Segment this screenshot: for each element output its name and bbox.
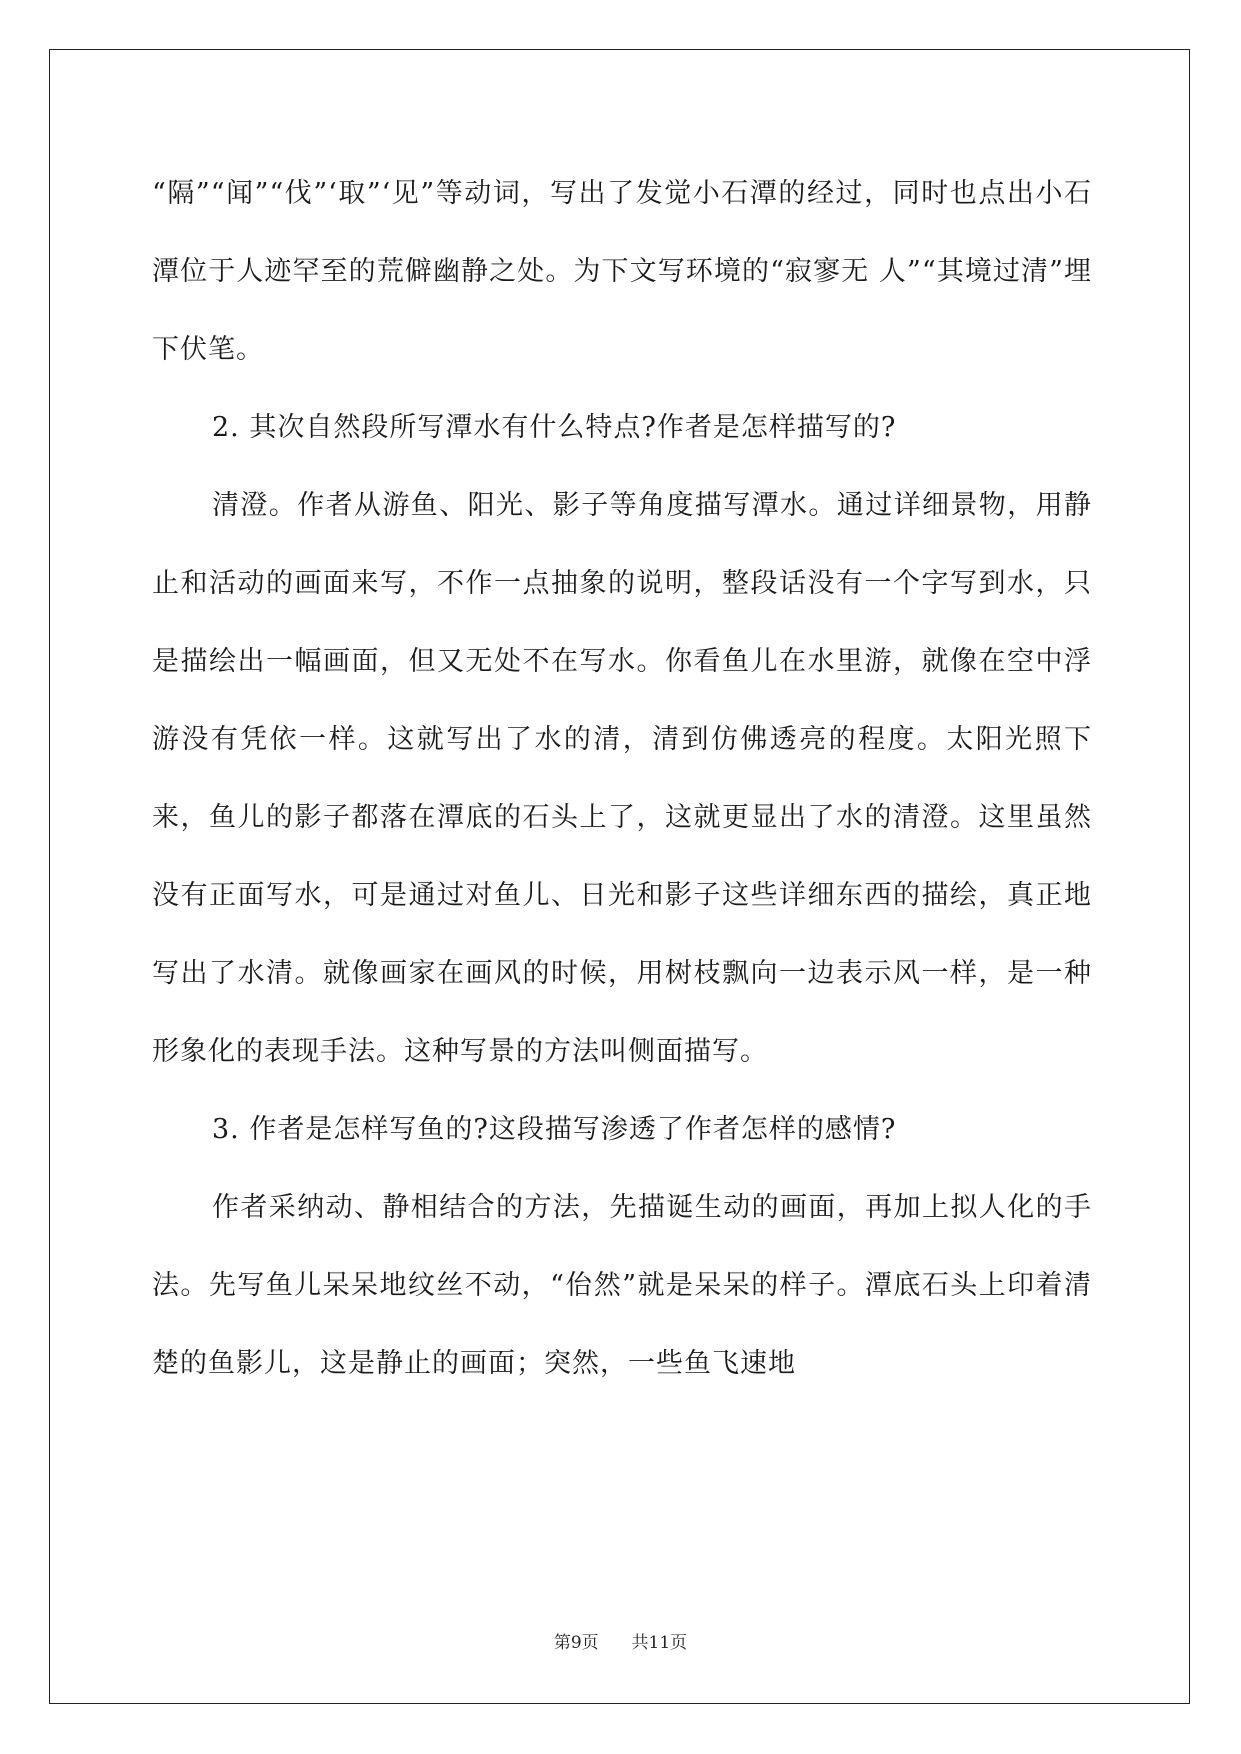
page-total: 共11页: [631, 1633, 688, 1653]
page-number: 第9页: [553, 1633, 599, 1653]
answer-2: 清澄。作者从游鱼、阳光、影子等角度描写潭水。通过详细景物，用静止和活动的画面来写，不作一点抽象的说明，整段话没有一个字写到水，只是描绘出一幅画面，但又无处不在写水。你看鱼儿在水里游，就像在空中浮游没有凭依一样。这就写出了水的清，清到仿佛透亮的程度。太阳光照下来，鱼儿的影子都落在潭底的石头上了，这就更显出了水的清澄。这里虽然没有正面写水，可是通过对鱼儿、日光和影子这些详细东西的描绘，真正地写出了水清。就像画家在画风的时候，用树枝飘向一边表示风一样，是一种形象化的表现手法。这种写景的方法叫侧面描写。: [152, 490, 1092, 1067]
page-footer: [0, 1628, 1241, 1653]
answer-3: 作者采纳动、静相结合的方法，先描诞生动的画面，再加上拟人化的手法。先写鱼儿呆呆地纹丝不动，“佁然”就是呆呆的样子。潭底石头上印着清楚的鱼影儿，这是静止的画面；突然，一些鱼飞速地: [152, 1192, 1092, 1379]
question-2: 2. 其次自然段所写潭水有什么特点?作者是怎样描写的?: [212, 412, 897, 443]
document-body: [152, 155, 1092, 1403]
question-3: 3. 作者是怎样写鱼的?这段描写渗透了作者怎样的感情?: [212, 1114, 897, 1145]
paragraph-continuation: “隔”“闻”“伐”‘取”‘见”等动词，写出了发觉小石潭的经过，同时也点出小石潭位于人迹罕至的荒僻幽静之处。为下文写环境的“寂寥无 人”“其境过清”埋下伏笔。: [152, 178, 1092, 365]
